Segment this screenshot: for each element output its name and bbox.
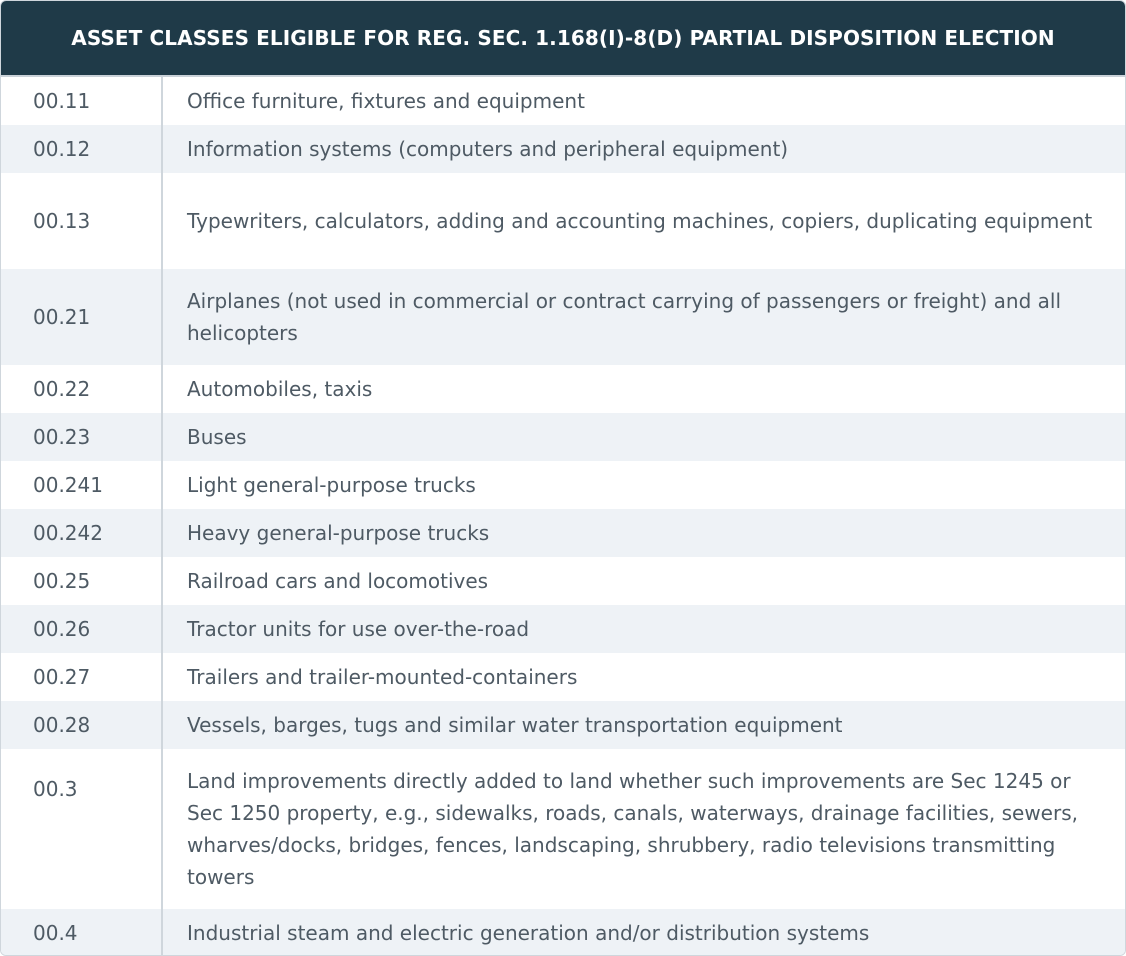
asset-class-code: 00.27 xyxy=(1,653,163,701)
table-row xyxy=(1,509,1125,557)
asset-class-description: Information systems (computers and peripheral equipment) xyxy=(187,137,789,161)
asset-class-code: 00.241 xyxy=(1,461,163,509)
table-row xyxy=(1,909,1125,956)
table-row xyxy=(1,413,1125,461)
asset-class-code: 00.28 xyxy=(1,701,163,749)
asset-class-code: 00.242 xyxy=(1,509,163,557)
asset-class-code: 00.21 xyxy=(1,269,163,365)
table-row xyxy=(1,173,1125,269)
table-title: ASSET CLASSES ELIGIBLE FOR REG. SEC. 1.168(I)-8(D) PARTIAL DISPOSITION ELECTION xyxy=(1,1,1125,77)
asset-class-description: Airplanes (not used in commercial or contract carrying of passengers or freight) and all helicopters xyxy=(187,289,1062,345)
table-row xyxy=(1,557,1125,605)
asset-class-code: 00.11 xyxy=(1,77,163,125)
asset-class-description: Typewriters, calculators, adding and accounting machines, copiers, duplicating equipment xyxy=(187,209,1093,233)
asset-class-code: 00.3 xyxy=(1,749,163,909)
asset-class-description: Heavy general-purpose trucks xyxy=(187,521,490,545)
asset-class-code: 00.25 xyxy=(1,557,163,605)
table-row xyxy=(1,269,1125,365)
table-row xyxy=(1,749,1125,909)
asset-class-description: Buses xyxy=(187,425,247,449)
asset-class-description: Land improvements directly added to land whether such improvements are Sec 1245 or Sec 1250 property, e.g., sidewalks, roads, canals, waterways, drainage facilities, sewers, wharves/docks, bridges, fences, landscaping, shrubbery, radio televisions transmitting towers xyxy=(187,769,1078,889)
asset-class-code: 00.22 xyxy=(1,365,163,413)
asset-class-description: Vessels, barges, tugs and similar water transportation equipment xyxy=(187,713,843,737)
table-row xyxy=(1,365,1125,413)
asset-class-code: 00.13 xyxy=(1,173,163,269)
asset-class-description: Light general-purpose trucks xyxy=(187,473,476,497)
asset-class-code: 00.23 xyxy=(1,413,163,461)
asset-class-description: Railroad cars and locomotives xyxy=(187,569,489,593)
asset-class-description: Industrial steam and electric generation and/or distribution systems xyxy=(187,921,870,945)
table-body xyxy=(1,77,1125,956)
table-row xyxy=(1,461,1125,509)
table-row xyxy=(1,77,1125,125)
asset-class-code: 00.4 xyxy=(1,909,163,956)
asset-class-description: Trailers and trailer-mounted-containers xyxy=(187,665,578,689)
table-row xyxy=(1,605,1125,653)
asset-class-description: Office furniture, fixtures and equipment xyxy=(187,89,585,113)
asset-class-code: 00.12 xyxy=(1,125,163,173)
asset-class-description: Automobiles, taxis xyxy=(187,377,373,401)
table-row xyxy=(1,653,1125,701)
table-row xyxy=(1,701,1125,749)
table-row xyxy=(1,125,1125,173)
asset-class-description: Tractor units for use over-the-road xyxy=(187,617,530,641)
asset-class-code: 00.26 xyxy=(1,605,163,653)
